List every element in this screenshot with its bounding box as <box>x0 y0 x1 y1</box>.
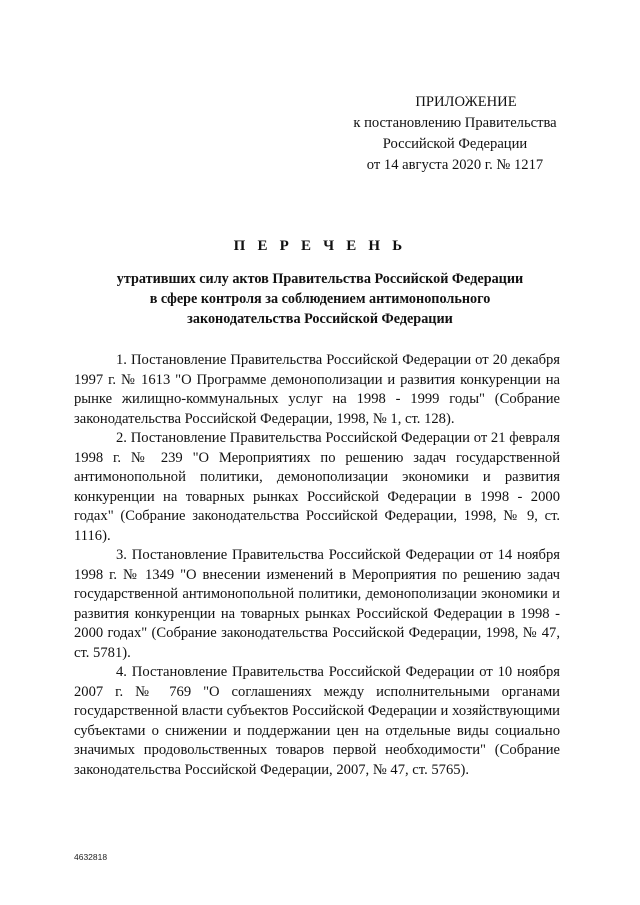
document-title: П Е Р Е Ч Е Н Ь <box>233 238 407 254</box>
subtitle-line: в сфере контроля за соблюдением антимонопольного <box>149 291 491 307</box>
list-item: 1. Постановление Правительства Российской Федерации от 20 декабря 1997 г. № 1613 "О Программе демонополизации и развития конкуренции на рынке жилищно-коммунальных услуг на 1998 - 1999 годы" (Собрание законодательства Российской Федерации, 1998, № 1, ст. 128). <box>74 352 560 427</box>
document-code: 4632818 <box>74 852 108 862</box>
list-item: 2. Постановление Правительства Российской Федерации от 21 февраля 1998 г. № 239 "О Мероприятиях по решению задач государственной антимонопольной политики, демонополизации экономики и развития конкуренции на товарных рынках Российской Федерации в 1998 - 2000 годах" (Собрание законодательства Российской Федерации, 1998, № 9, ст. 1116). <box>74 430 560 544</box>
appendix-title: ПРИЛОЖЕНИЕ <box>415 94 517 110</box>
document-subtitle <box>70 269 570 329</box>
document-heading <box>70 238 570 329</box>
subtitle-line: утративших силу актов Правительства Российской Федерации <box>116 271 524 287</box>
list-item: 3. Постановление Правительства Российской Федерации от 14 ноября 1998 г. № 1349 "О внесении изменений в Мероприятия по решению задач государственной антимонопольной политики, демонополизации экономики и развития конкуренции на товарных рынках Российской Федерации в 1998 - 2000 годах" (Собрание законодательства Российской Федерации, 1998, № 47, ст. 5781). <box>74 547 560 661</box>
appendix-line-federation: Российской Федерации <box>382 136 528 152</box>
subtitle-line: законодательства Российской Федерации <box>187 311 453 327</box>
list-item: 4. Постановление Правительства Российской Федерации от 10 ноября 2007 г. № 769 "О соглашениях между исполнительными органами государственной власти субъектов Российской Федерации и хозяйствующими субъектами о снижении и поддержании цен на отдельные виды социально значимых продовольственных товаров первой необходимости" (Собрание законодательства Российской Федерации, 2007, № 47, ст. 5765). <box>74 664 560 778</box>
appendix-header <box>340 92 570 176</box>
appendix-line-date-number: от 14 августа 2020 г. № 1217 <box>366 157 544 173</box>
document-body <box>74 351 560 780</box>
appendix-line-resolution: к постановлению Правительства <box>353 115 557 131</box>
